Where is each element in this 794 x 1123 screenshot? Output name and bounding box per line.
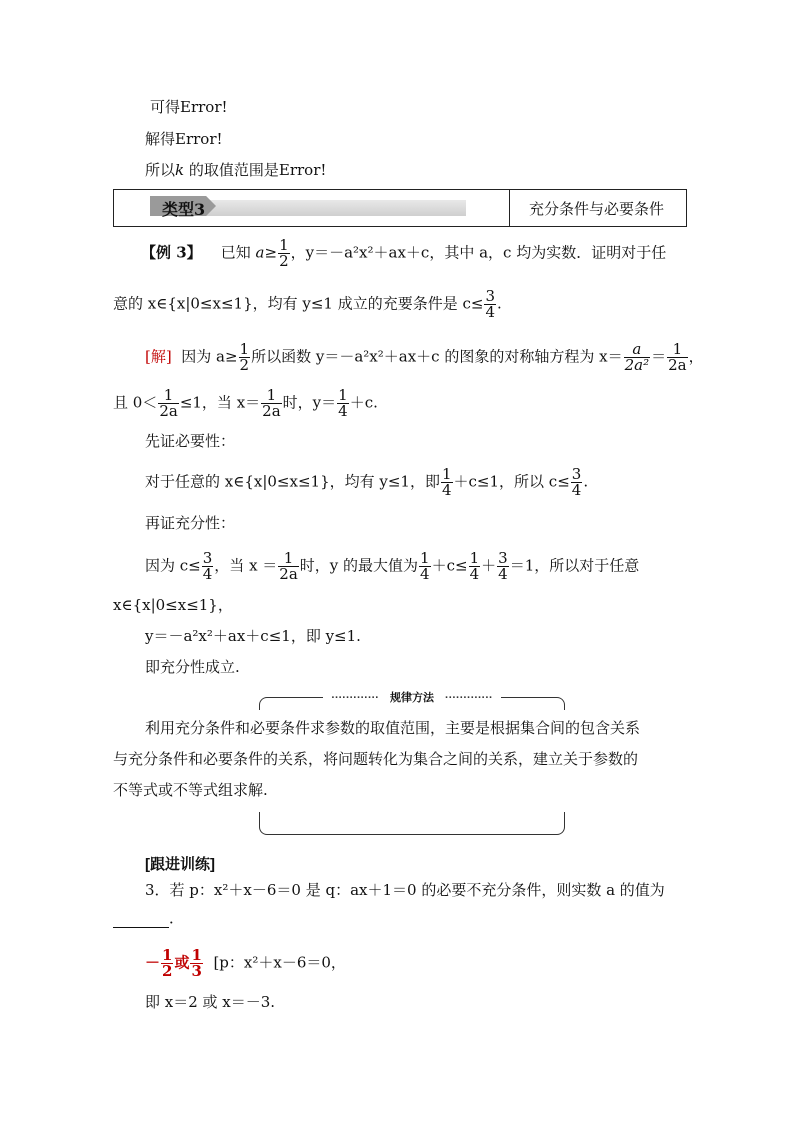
method-title: 规律方法 [386, 692, 438, 704]
text: ，当 x ＝ [214, 556, 278, 575]
text: ≤1，当 x＝ [179, 393, 261, 412]
fraction: $\frac{1}{4}$ [420, 549, 430, 583]
fraction: $\frac{1}{2a}$ [668, 340, 687, 374]
text: 所以函数 y＝－a²x²＋ax＋c 的图象的对称轴方程为 x＝ [251, 347, 623, 366]
text: 对于任意的 x∈{x|0≤x≤1}，均有 y≤1，即 [145, 472, 440, 491]
method-box-bottom-border [259, 812, 565, 835]
answer-fraction-1: $\frac{1}{2}$ [162, 946, 173, 980]
sufficiency-line-2: x∈{x|0≤x≤1}， [113, 596, 233, 614]
practice-answer-line-1 [145, 948, 346, 979]
fraction: $\frac{3}{4}$ [485, 287, 496, 321]
var-k: k [175, 161, 185, 179]
fraction: $\frac{1}{4}$ [441, 465, 452, 499]
line-ke-de [150, 97, 228, 117]
text: ＝1，所以对于任意 [509, 556, 640, 575]
line-jie-de [145, 129, 223, 149]
line-k-range [145, 160, 326, 180]
fraction: $\frac{3}{4}$ [571, 465, 582, 499]
text: [p：x²＋x－6＝0， [213, 953, 346, 972]
fraction: $\frac{3}{4}$ [498, 549, 508, 583]
example-line-2 [113, 289, 502, 320]
text: 解得Error! [145, 130, 223, 148]
type-label: 充分条件与必要条件 [529, 201, 665, 218]
fraction: $\frac{1}{2}$ [239, 340, 250, 374]
fraction: $\frac{1}{2a}$ [159, 386, 178, 420]
method-title-row [259, 689, 565, 705]
text: 意的 x∈{x|0≤x≤1}，均有 y≤1 成立的充要条件是 c≤ [113, 294, 484, 313]
text: ，y＝－a²x²＋ax＋c，其中 a，c 均为实数．证明对于任 [290, 243, 667, 262]
necessity-title: 先证必要性： [145, 432, 236, 450]
example-line-1 [141, 238, 666, 269]
fraction: $\frac{a}{\text{2a²}}$ [624, 340, 650, 374]
sufficiency-line-1 [145, 551, 639, 582]
text: 的取值范围是Error! [184, 161, 327, 179]
text: ＋c≤ [431, 556, 468, 575]
text: 可得Error! [150, 98, 228, 116]
answer-minus: － [145, 953, 161, 972]
dots-left-icon: ············· [327, 692, 386, 704]
text: 因为 a≥ [181, 347, 238, 366]
practice-question: 3．若 p：x²＋x－6＝0 是 q：ax＋1＝0 的必要不充分条件，则实数 a 的值为 [145, 881, 665, 899]
practice-title: [跟进训练] [145, 856, 215, 873]
text: ＋ [481, 556, 497, 575]
fraction: $\frac{1}{2a}$ [279, 549, 298, 583]
fraction: $\frac{1}{2a}$ [262, 386, 281, 420]
text: 时，y 的最大值为 [299, 556, 419, 575]
type-header-box [113, 189, 687, 227]
practice-answer-line-2: 即 x＝2 或 x＝－3. [145, 993, 276, 1011]
text: ＋c≤1，所以 c≤ [453, 472, 570, 491]
conclusion: 即充分性成立. [145, 658, 240, 676]
sufficiency-line-3: y＝－a²x²＋ax＋c≤1，即 y≤1. [145, 627, 361, 645]
necessity-line [145, 467, 588, 498]
text: 所以 [145, 161, 176, 179]
answer-or: 或 [174, 953, 190, 972]
fraction: $\frac{1}{4}$ [338, 386, 348, 420]
text: a≥ [255, 243, 278, 262]
method-text-3: 不等式或不等式组求解. [113, 781, 268, 799]
dots-right-icon: ············· [438, 692, 497, 704]
text: 已知 [220, 243, 251, 262]
text: ＋c. [349, 393, 378, 412]
fraction: $\frac{1}{4}$ [469, 549, 480, 583]
text: 时，y＝ [282, 393, 337, 412]
text: ＝ [651, 347, 667, 366]
text: 因为 c≤ [145, 556, 201, 575]
answer-blank [113, 913, 169, 928]
answer-fraction-2: $\frac{1}{3}$ [191, 946, 202, 980]
solution-line-2 [113, 388, 378, 419]
text: 且 0＜ [113, 393, 158, 412]
example-label: 【例 3】 [141, 243, 202, 262]
practice-question-blank [113, 908, 184, 928]
solution-tag: [解] [145, 347, 172, 366]
method-text-1: 利用充分条件和必要条件求参数的取值范围，主要是根据集合间的包含关系 [145, 719, 641, 737]
method-text-2: 与充分条件和必要条件的关系，将问题转化为集合之间的关系，建立关于参数的 [113, 750, 639, 768]
text: ， [688, 347, 704, 366]
text: . [583, 472, 589, 491]
type-tag: 类型3 [162, 200, 206, 219]
header-divider [509, 190, 510, 226]
fraction: $\frac{1}{2}$ [279, 236, 289, 270]
text: . [497, 294, 502, 313]
text: ． [169, 909, 185, 927]
fraction: $\frac{3}{4}$ [202, 549, 213, 583]
solution-line-1 [145, 342, 704, 373]
sufficiency-title: 再证充分性： [145, 514, 236, 532]
